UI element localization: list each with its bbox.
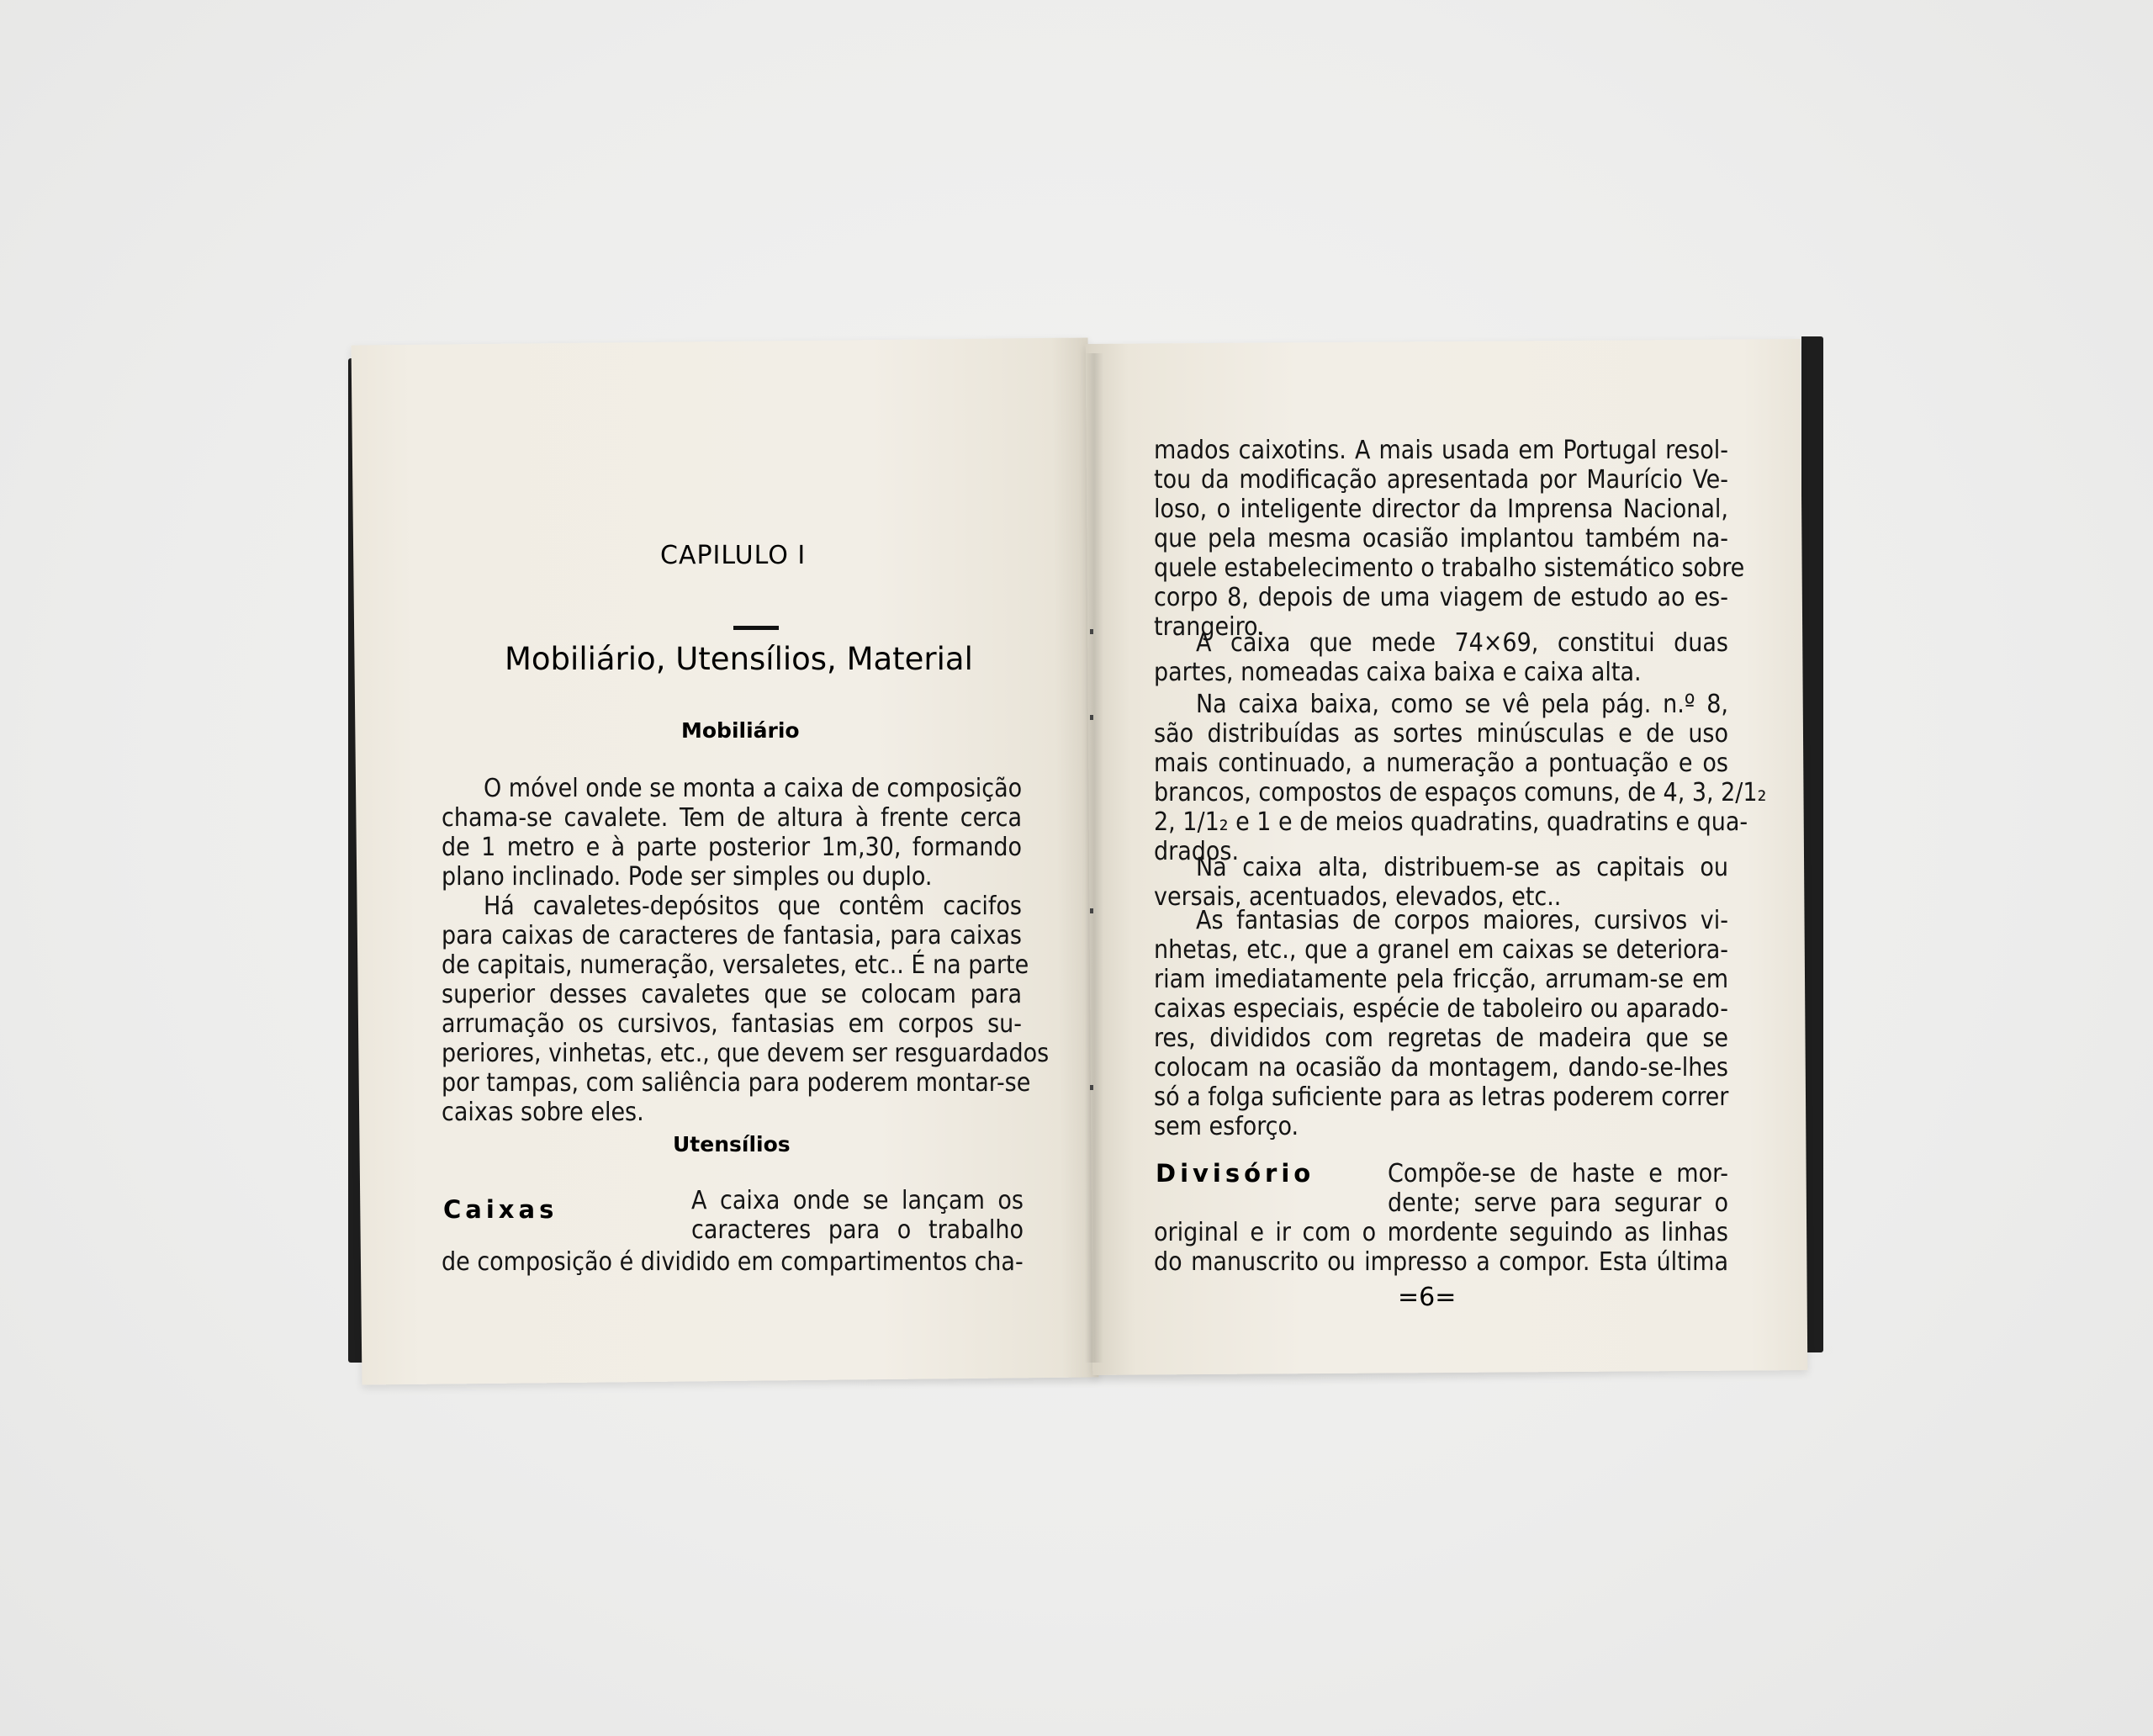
text-line: caixas especiais, espécie de taboleiro ou aparado- [1154, 994, 1728, 1024]
text-line: superior desses cavaletes que se colocam para [442, 980, 1022, 1009]
text-line: para caixas de caracteres de fantasia, para caixas [442, 921, 1022, 950]
chapter-rule [733, 626, 779, 630]
text-line: são distribuídas as sortes minúsculas e de uso [1154, 719, 1728, 749]
text-line: Há cavaletes-depósitos que contêm cacifos [484, 892, 1022, 921]
text-line: A caixa onde se lançam os [691, 1186, 1024, 1215]
text-line: plano inclinado. Pode ser simples ou duplo. [442, 862, 933, 892]
text-line: Na caixa baixa, como se vê pela pág. n.º 8, [1196, 690, 1728, 719]
text-line: mados caixotins. A mais usada em Portugal resol- [1154, 436, 1728, 465]
text-line: versais, acentuados, elevados, etc.. [1154, 882, 1562, 912]
binding-stitch [1090, 629, 1093, 634]
text-line: caixas sobre eles. [442, 1098, 644, 1127]
text-line: riam imediatamente pela fricção, arrumam-se em [1154, 965, 1728, 994]
text-line: nhetas, etc., que a granel em caixas se deteriora- [1154, 935, 1728, 965]
text-line: por tampas, com saliência para poderem montar-se [442, 1068, 1031, 1098]
text-line: drados. [1154, 837, 1240, 866]
text-line: dente; serve para segurar o [1388, 1188, 1728, 1218]
text-line: mais continuado, a numeração a pontuação e os [1154, 749, 1728, 778]
text-line: de 1 metro e à parte posterior 1m,30, formando [442, 833, 1022, 862]
text-line: do manuscrito ou impresso a compor. Esta última [1154, 1247, 1728, 1277]
text-line: caracteres para o trabalho [691, 1215, 1024, 1245]
binding-stitch [1090, 1085, 1093, 1090]
text-line: quele estabelecimento o trabalho sistemático sobre [1154, 553, 1745, 583]
binding-stitch [1090, 715, 1093, 720]
section-heading-mobiliario: Mobiliário [681, 718, 800, 743]
text-line: sem esforço. [1154, 1112, 1299, 1141]
text-line: de capitais, numeração, versaletes, etc.. É na parte [442, 950, 1029, 980]
chapter-title: Mobiliário, Utensílios, Material [505, 641, 973, 677]
text-line: só a folga suficiente para as letras poderem correr [1154, 1082, 1729, 1112]
text-line: loso, o inteligente director da Imprensa Nacional, [1154, 495, 1728, 524]
side-heading-caixas: Caixas [443, 1195, 558, 1224]
text-line: As fantasias de corpos maiores, cursivos vi- [1196, 906, 1728, 935]
text-line: O móvel onde se monta a caixa de composição [484, 774, 1023, 803]
text-line: que pela mesma ocasião implantou também na- [1154, 524, 1728, 553]
text-line: brancos, compostos de espaços comuns, de 4, 3, 2/1₂ [1154, 778, 1767, 807]
chapter-heading: CAPILULO I [660, 541, 807, 570]
text-line: trangeiro. [1154, 612, 1265, 642]
text-line: corpo 8, depois de uma viagem de estudo ao es- [1154, 583, 1728, 612]
book-gutter [1085, 353, 1103, 1363]
text-line: de composição é dividido em compartimentos cha- [442, 1247, 1024, 1277]
text-line: 2, 1/1₂ e 1 e de meios quadratins, quadratins e qua- [1154, 807, 1748, 837]
page-number: =6= [1398, 1283, 1457, 1312]
text-line: original e ir com o mordente seguindo as linhas [1154, 1218, 1728, 1247]
section-heading-utensilios: Utensílios [673, 1132, 791, 1156]
text-line: Compõe-se de haste e mor- [1388, 1159, 1728, 1188]
binding-stitch [1090, 908, 1093, 913]
text-line: tou da modificação apresentada por Maurício Ve- [1154, 465, 1728, 495]
text-line: periores, vinhetas, etc., que devem ser resguardados [442, 1039, 1050, 1068]
text-line: chama-se cavalete. Tem de altura à frente cerca [442, 803, 1022, 833]
side-heading-divisorio: Divisório [1156, 1159, 1315, 1188]
text-line: colocam na ocasião da montagem, dando-se-lhes [1154, 1053, 1728, 1082]
text-line: A caixa que mede 74×69, constitui duas [1196, 628, 1728, 658]
text-line: arrumação os cursivos, fantasias em corpos su- [442, 1009, 1022, 1039]
text-line: Na caixa alta, distribuem-se as capitais ou [1196, 853, 1728, 882]
text-line: res, divididos com regretas de madeira que se [1154, 1024, 1728, 1053]
text-line: partes, nomeadas caixa baixa e caixa alta. [1154, 658, 1642, 687]
